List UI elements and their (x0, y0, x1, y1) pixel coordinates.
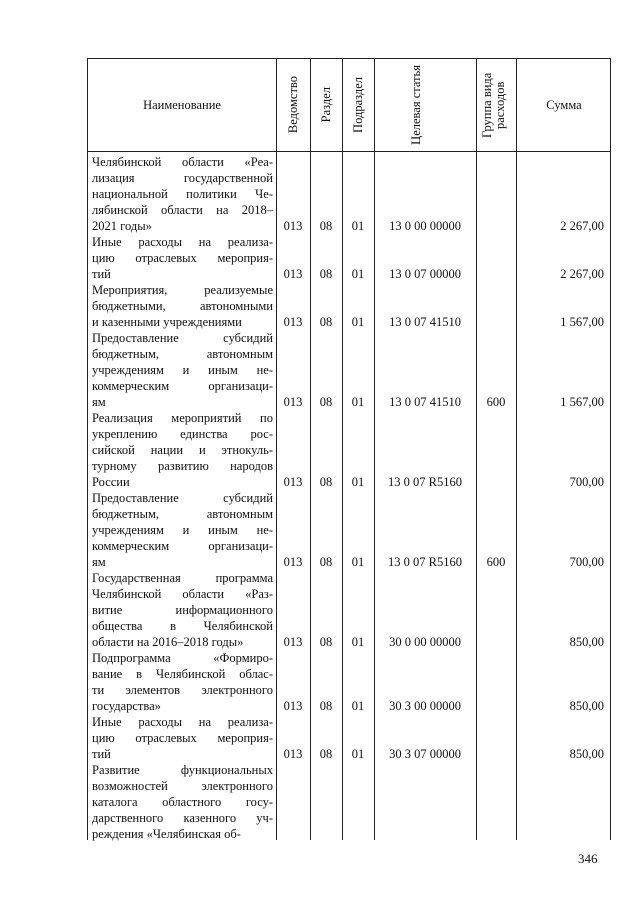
header-summa (516, 59, 612, 151)
row-name-line: Государственная программа (92, 571, 273, 585)
podrazdel-cell: 01 (351, 699, 365, 713)
vedomstvo-cell: 013 (283, 747, 303, 761)
page-number: 346 (578, 851, 598, 866)
row-name-line: Иные расходы на реализа- (92, 715, 273, 729)
vedomstvo-cell: 013 (283, 699, 303, 713)
table-row (88, 650, 610, 714)
vedomstvo-cell: 013 (283, 267, 303, 281)
razdel-cell: 08 (319, 475, 333, 489)
row-name-line: тий (92, 267, 111, 281)
razdel-cell: 08 (319, 395, 333, 409)
row-name-line: Мероприятия, реализуемые (92, 283, 273, 297)
summa-cell: 2 267,00 (560, 219, 604, 233)
header-podrazdel (342, 59, 374, 151)
row-name-line: Предоставление субсидий (92, 491, 273, 505)
celevaya-cell: 30 3 00 00000 (389, 699, 461, 713)
row-name-line: коммерческим организаци- (92, 539, 273, 553)
row-name-line: ям (92, 395, 106, 409)
row-name-line: лябинской области на 2018– (92, 203, 273, 217)
celevaya-cell: 13 0 07 R5160 (388, 555, 462, 569)
row-name-line: укреплению единства рос- (92, 427, 273, 441)
table-row (88, 330, 610, 410)
razdel-cell: 08 (319, 315, 333, 329)
header-celevaya-label: Целевая статья (409, 65, 423, 145)
row-name-line: учреждениям и иным не- (92, 363, 273, 377)
header-razdel (310, 59, 342, 151)
summa-cell: 700,00 (569, 555, 604, 569)
row-name-line: государства» (92, 699, 161, 713)
row-name-line: Иные расходы на реализа- (92, 235, 273, 249)
row-name-line: и казенными учреждениями (92, 315, 242, 329)
podrazdel-cell: 01 (351, 315, 365, 329)
row-name-line: учреждениям и иным не- (92, 523, 273, 537)
summa-cell: 1 567,00 (560, 395, 604, 409)
row-name-line: сийской нации и этнокуль- (92, 443, 273, 457)
row-name (92, 154, 273, 234)
row-name-line: бюджетным, автономным (92, 347, 273, 361)
header-gruppa-label: Группа вида расходов (480, 72, 507, 138)
row-name-line: вание в Челябинской облас- (92, 667, 273, 681)
razdel-cell: 08 (319, 219, 333, 233)
row-name-line: бюджетными, автономными (92, 299, 273, 313)
row-name (92, 330, 273, 410)
podrazdel-cell: 01 (351, 555, 365, 569)
summa-cell: 850,00 (569, 635, 604, 649)
table-row (88, 234, 610, 282)
row-name-line: турному развитию народов (92, 459, 273, 473)
header-summa-label: Сумма (546, 97, 582, 112)
table-row (88, 154, 610, 234)
header-vedomstvo (276, 59, 310, 151)
row-name-line: Развитие функциональных (92, 763, 273, 777)
vedomstvo-cell: 013 (283, 395, 303, 409)
row-name-line: Предоставление субсидий (92, 331, 273, 345)
podrazdel-cell: 01 (351, 395, 365, 409)
row-name-line: области на 2016–2018 годы» (92, 635, 244, 649)
row-name-line: цию отраслевых мероприя- (92, 251, 273, 265)
row-name-line: национальной политики Че- (92, 187, 273, 201)
header-name-label: Наименование (143, 97, 221, 112)
summa-cell: 850,00 (569, 747, 604, 761)
table-row (88, 762, 610, 842)
row-name (92, 410, 273, 490)
row-name (92, 282, 273, 330)
podrazdel-cell: 01 (351, 747, 365, 761)
vedomstvo-cell: 013 (283, 475, 303, 489)
celevaya-cell: 30 3 07 00000 (389, 747, 461, 761)
row-name (92, 234, 273, 282)
budget-table (87, 58, 611, 840)
row-name-line: общества в Челябинской (92, 619, 273, 633)
gruppa-cell: 600 (486, 395, 506, 409)
summa-cell: 700,00 (569, 475, 604, 489)
header-razdel-label: Раздел (318, 87, 333, 123)
row-name-line: витие информационного (92, 603, 273, 617)
celevaya-cell: 13 0 07 R5160 (388, 475, 462, 489)
celevaya-cell: 13 0 07 00000 (389, 267, 461, 281)
row-name-line: 2021 годы» (92, 219, 152, 233)
table-row (88, 282, 610, 330)
row-name-line: бюджетным, автономным (92, 507, 273, 521)
podrazdel-cell: 01 (351, 635, 365, 649)
table-row (88, 570, 610, 650)
celevaya-cell: 13 0 00 00000 (389, 219, 461, 233)
celevaya-cell: 13 0 07 41510 (389, 315, 461, 329)
razdel-cell: 08 (319, 699, 333, 713)
header-name (88, 59, 276, 151)
header-gruppa (476, 59, 516, 151)
podrazdel-cell: 01 (351, 219, 365, 233)
podrazdel-cell: 01 (351, 475, 365, 489)
summa-cell: 2 267,00 (560, 267, 604, 281)
row-name-line: каталога областного госу- (92, 795, 273, 809)
celevaya-cell: 13 0 07 41510 (389, 395, 461, 409)
header-vedomstvo-label: Ведомство (285, 76, 300, 134)
row-name-line: Подпрограмма «Формиро- (92, 651, 273, 665)
vedomstvo-cell: 013 (283, 555, 303, 569)
header-divider (88, 151, 610, 152)
row-name-line: России (92, 475, 130, 489)
row-name-line: дарственного казенного уч- (92, 811, 273, 825)
razdel-cell: 08 (319, 555, 333, 569)
row-name-line: Реализация мероприятий по (92, 411, 273, 425)
summa-cell: 850,00 (569, 699, 604, 713)
table-row (88, 410, 610, 490)
vedomstvo-cell: 013 (283, 219, 303, 233)
row-name-line: возможностей электронного (92, 779, 273, 793)
summa-cell: 1 567,00 (560, 315, 604, 329)
row-name-line: тий (92, 747, 111, 761)
row-name-line: Челябинской области «Реа- (92, 155, 273, 169)
row-name-line: цию отраслевых мероприя- (92, 731, 273, 745)
row-name-line: коммерческим организаци- (92, 379, 273, 393)
row-name-line: ти элементов электронного (92, 683, 273, 697)
row-name (92, 650, 273, 714)
table-row (88, 714, 610, 762)
razdel-cell: 08 (319, 267, 333, 281)
podrazdel-cell: 01 (351, 267, 365, 281)
vedomstvo-cell: 013 (283, 635, 303, 649)
row-name-line: Челябинской области «Раз- (92, 587, 273, 601)
row-name-line: реждения «Челябинская об- (92, 827, 241, 841)
row-name (92, 570, 273, 650)
row-name-line: лизация государственной (92, 171, 273, 185)
header-podrazdel-label: Подраздел (350, 77, 365, 133)
table-row (88, 490, 610, 570)
razdel-cell: 08 (319, 747, 333, 761)
header-celevaya (374, 59, 476, 151)
row-name (92, 490, 273, 570)
gruppa-cell: 600 (486, 555, 506, 569)
celevaya-cell: 30 0 00 00000 (389, 635, 461, 649)
row-name (92, 762, 273, 842)
row-name (92, 714, 273, 762)
vedomstvo-cell: 013 (283, 315, 303, 329)
row-name-line: ям (92, 555, 106, 569)
razdel-cell: 08 (319, 635, 333, 649)
